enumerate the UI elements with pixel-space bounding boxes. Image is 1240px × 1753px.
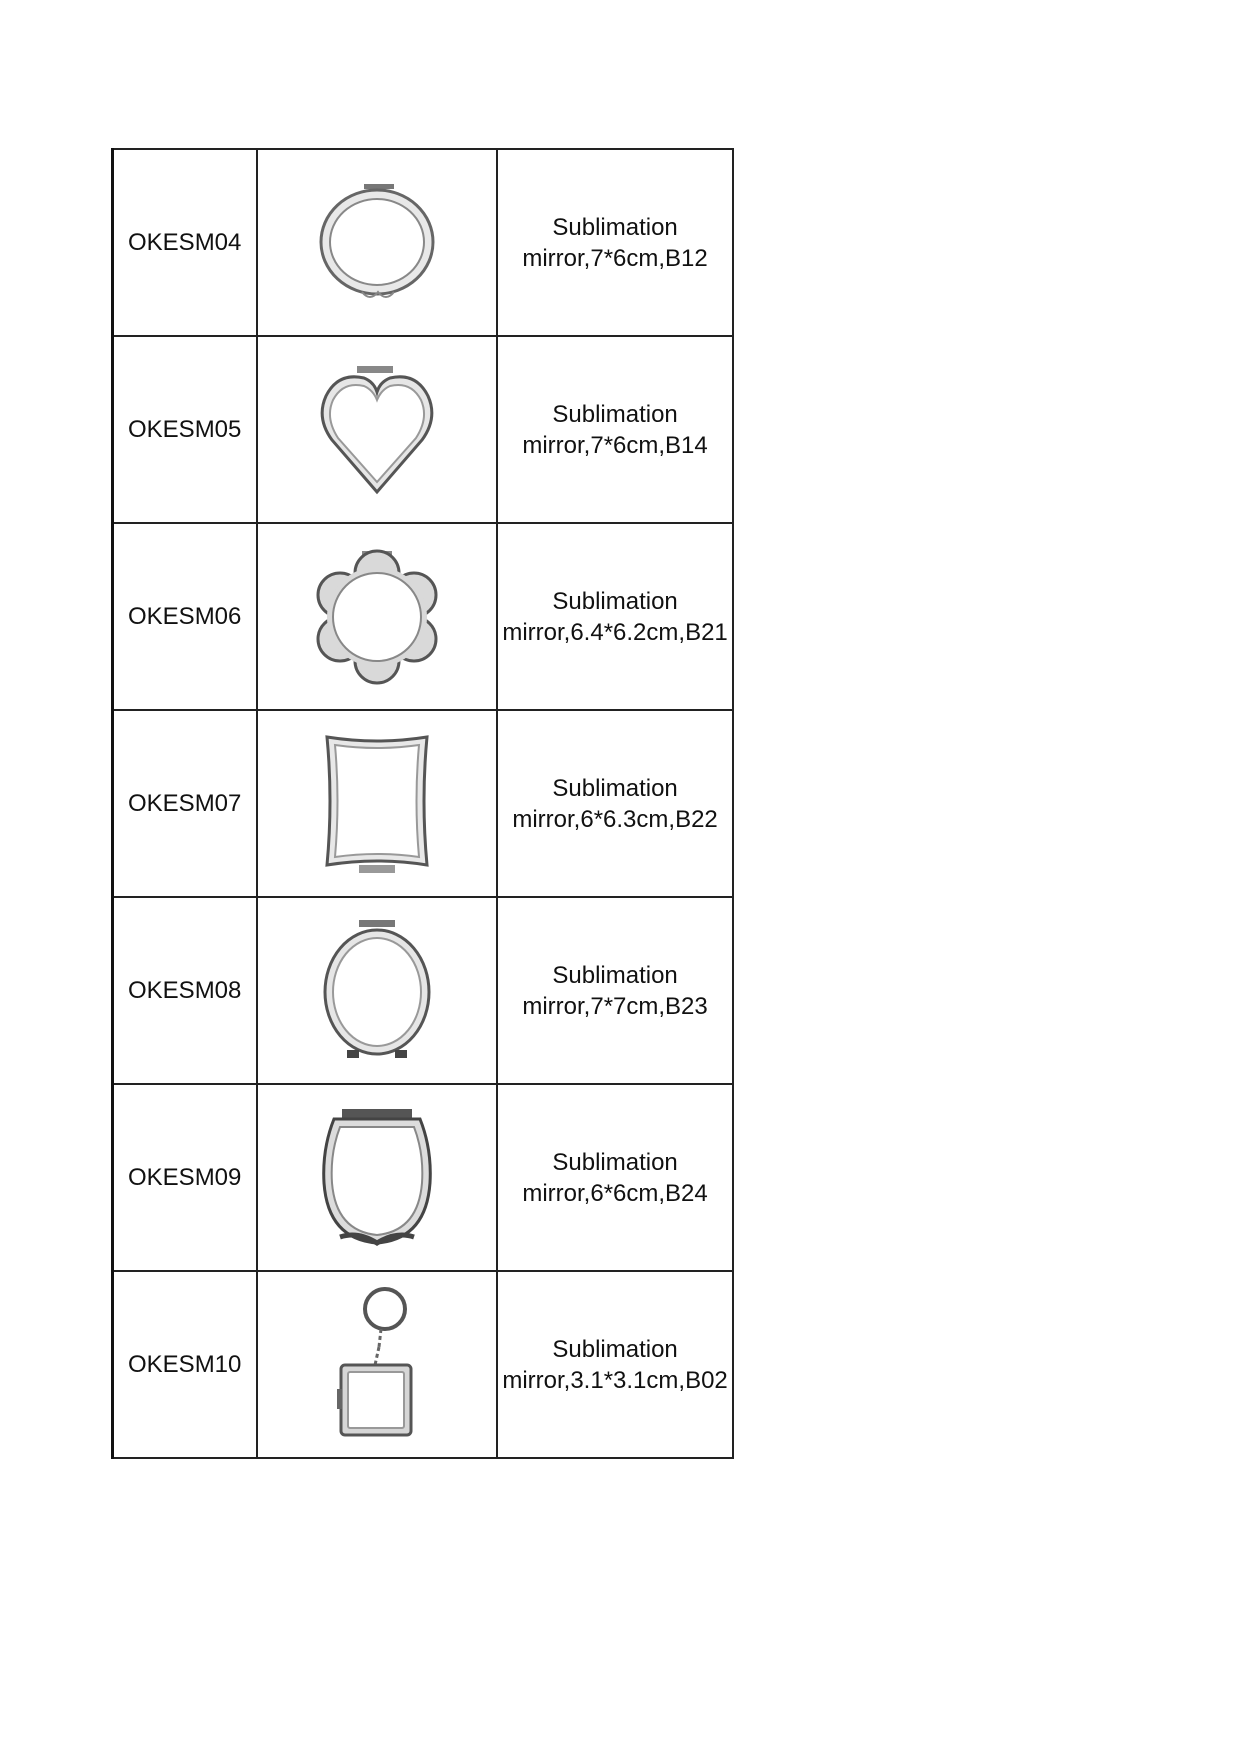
description-line-1: Sublimation <box>552 1148 678 1176</box>
description-line-2: mirror,7*6cm,B12 <box>522 244 708 272</box>
table-row <box>113 710 734 897</box>
description-line-1: Sublimation <box>552 1335 678 1363</box>
product-code: OKESM10 <box>113 1271 258 1458</box>
product-code: OKESM09 <box>113 1084 258 1271</box>
egg-compact-mirror-icon <box>312 1103 442 1253</box>
table-row <box>113 336 734 523</box>
product-description <box>497 897 733 1084</box>
table-row <box>113 897 734 1084</box>
table-row <box>113 1084 734 1271</box>
product-description <box>497 149 733 336</box>
product-code: OKESM06 <box>113 523 258 710</box>
description-line-2: mirror,6*6.3cm,B22 <box>512 805 718 833</box>
product-image-cell <box>257 1271 497 1458</box>
description-line-1: Sublimation <box>552 587 678 615</box>
flower-compact-mirror-icon <box>312 547 442 687</box>
table-row <box>113 149 734 336</box>
product-code: OKESM07 <box>113 710 258 897</box>
description-line-1: Sublimation <box>552 400 678 428</box>
product-description <box>497 523 733 710</box>
rectangle-compact-mirror-icon <box>317 729 437 879</box>
description-line-1: Sublimation <box>552 961 678 989</box>
table-row <box>113 1271 734 1458</box>
product-description <box>497 336 733 523</box>
table-row <box>113 523 734 710</box>
product-image-cell <box>257 523 497 710</box>
description-line-2: mirror,6.4*6.2cm,B21 <box>502 618 728 646</box>
description-line-1: Sublimation <box>552 774 678 802</box>
product-description <box>497 710 733 897</box>
product-image-cell <box>257 897 497 1084</box>
description-line-2: mirror,3.1*3.1cm,B02 <box>502 1366 728 1394</box>
product-code: OKESM05 <box>113 336 258 523</box>
product-image-cell <box>257 149 497 336</box>
product-table <box>111 148 734 1459</box>
heart-compact-mirror-icon <box>312 360 442 500</box>
round-compact-mirror-icon <box>317 916 437 1066</box>
product-code: OKESM04 <box>113 149 258 336</box>
description-line-2: mirror,7*6cm,B14 <box>522 431 708 459</box>
description-line-2: mirror,7*7cm,B23 <box>522 992 708 1020</box>
product-description <box>497 1084 733 1271</box>
description-line-1: Sublimation <box>552 213 678 241</box>
keychain-square-mirror-icon <box>327 1285 427 1445</box>
product-image-cell <box>257 1084 497 1271</box>
product-image-cell <box>257 336 497 523</box>
oval-compact-mirror-icon <box>312 178 442 308</box>
product-code: OKESM08 <box>113 897 258 1084</box>
product-image-cell <box>257 710 497 897</box>
description-line-2: mirror,6*6cm,B24 <box>522 1179 708 1207</box>
product-description <box>497 1271 733 1458</box>
